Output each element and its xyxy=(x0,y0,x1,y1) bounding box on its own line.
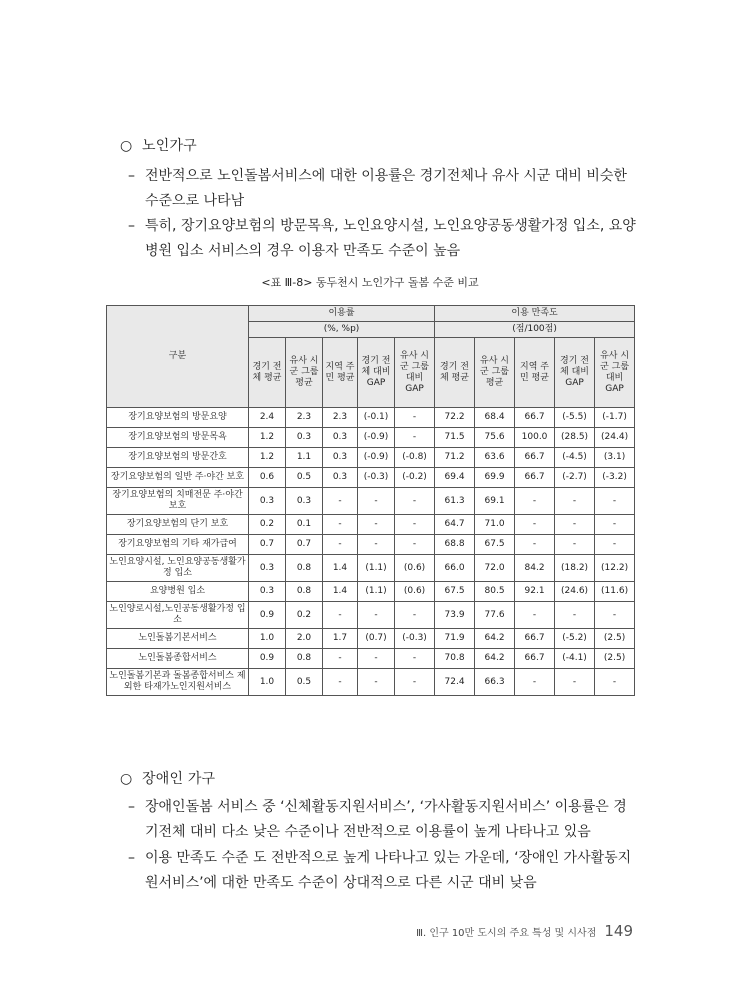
row-label: 장기요양보험의 치매전문 주·야간 보호 xyxy=(107,488,249,515)
table-cell: 0.6 xyxy=(249,468,286,488)
row-label: 노인돌봄종합서비스 xyxy=(107,649,249,669)
table-cell: 61.3 xyxy=(435,488,475,515)
table-cell: - xyxy=(358,602,395,629)
table-cell: (-0.3) xyxy=(358,468,395,488)
table-cell: 2.4 xyxy=(249,408,286,428)
table-cell: (-2.7) xyxy=(555,468,595,488)
table-cell: (-0.1) xyxy=(358,408,395,428)
row-label: 장기요양보험의 기타 재가급여 xyxy=(107,535,249,555)
bullet-item xyxy=(128,214,638,264)
page-footer xyxy=(416,922,633,940)
circle-bullet-icon: ○ xyxy=(120,138,133,154)
table-cell: 66.7 xyxy=(515,408,555,428)
dash-icon: – xyxy=(128,799,135,815)
comparison-table xyxy=(106,305,635,696)
table-cell: 66.0 xyxy=(435,555,475,582)
table-cell: (11.6) xyxy=(595,582,635,602)
table-cell: - xyxy=(515,669,555,696)
table-cell: - xyxy=(595,669,635,696)
table-cell: 0.8 xyxy=(286,582,323,602)
table-cell: - xyxy=(323,488,358,515)
table-cell: 0.3 xyxy=(249,582,286,602)
table-cell: (-0.3) xyxy=(395,629,435,649)
bullet-text: 이용 만족도 수준 도 전반적으로 높게 나타나고 있는 가운데, ‘장애인 가사활동지원서비스’에 대한 만족도 수준이 상대적으로 다른 시군 대비 낮음 xyxy=(145,850,632,891)
section-heading-elderly xyxy=(120,135,197,155)
table-cell: (-4.5) xyxy=(555,448,595,468)
bullet-text: 특히, 장기요양보험의 방문목욕, 노인요양시설, 노인요양공동생활가정 입소, 요양병원 입소 서비스의 경우 이용자 만족도 수준이 높음 xyxy=(145,218,636,259)
table-row xyxy=(107,582,635,602)
table-cell: 80.5 xyxy=(475,582,515,602)
table-cell: - xyxy=(555,669,595,696)
table-cell: - xyxy=(358,515,395,535)
table-cell: - xyxy=(515,602,555,629)
table-caption: <표 Ⅲ-8> 동두천시 노인가구 돌봄 수준 비교 xyxy=(261,276,479,289)
header-satisfaction-unit: (점/100점) xyxy=(435,322,635,338)
table-cell: 1.4 xyxy=(323,555,358,582)
table-cell: 0.9 xyxy=(249,649,286,669)
table-cell: 0.3 xyxy=(323,448,358,468)
table-row xyxy=(107,649,635,669)
bullet-text: 전반적으로 노인돌봄서비스에 대한 이용률은 경기전체나 유사 시군 대비 비슷한 수준으로 나타남 xyxy=(145,168,627,209)
table-cell: 0.3 xyxy=(249,555,286,582)
table-cell: 0.3 xyxy=(286,428,323,448)
table-cell: - xyxy=(555,602,595,629)
table-cell: - xyxy=(515,488,555,515)
table-cell: 1.0 xyxy=(249,629,286,649)
table-cell: 71.2 xyxy=(435,448,475,468)
table-cell: 1.4 xyxy=(323,582,358,602)
subheader-cell: 유사 시군 그룹 평균 xyxy=(475,338,515,408)
table-cell: 69.4 xyxy=(435,468,475,488)
table-cell: (0.7) xyxy=(358,629,395,649)
table-cell: - xyxy=(323,602,358,629)
table-cell: 2.0 xyxy=(286,629,323,649)
table-cell: (-5.5) xyxy=(555,408,595,428)
table-cell: (24.6) xyxy=(555,582,595,602)
table-cell: 64.7 xyxy=(435,515,475,535)
table-cell: - xyxy=(555,488,595,515)
bullet-item xyxy=(128,795,638,845)
row-label: 노인양로시설,노인공동생활가정 입소 xyxy=(107,602,249,629)
table-cell: - xyxy=(595,602,635,629)
table-cell: (12.2) xyxy=(595,555,635,582)
row-label: 장기요양보험의 방문요양 xyxy=(107,408,249,428)
table-cell: (18.2) xyxy=(555,555,595,582)
table-cell: 0.3 xyxy=(286,488,323,515)
bullet-text: 장애인돌봄 서비스 중 ‘신체활동지원서비스’, ‘가사활동지원서비스’ 이용률은 경기전체 대비 다소 낮은 수준이나 전반적으로 이용률이 높게 나타나고 있음 xyxy=(145,799,627,840)
table-cell: 92.1 xyxy=(515,582,555,602)
table-cell: 72.4 xyxy=(435,669,475,696)
table-cell: - xyxy=(323,535,358,555)
table-row xyxy=(107,629,635,649)
table-cell: - xyxy=(595,515,635,535)
bullet-item xyxy=(128,846,638,896)
table-cell: - xyxy=(395,535,435,555)
section-heading-disabled xyxy=(120,768,215,788)
table-cell: 71.9 xyxy=(435,629,475,649)
table-cell: - xyxy=(515,535,555,555)
table-cell: (3.1) xyxy=(595,448,635,468)
table-cell: 0.3 xyxy=(249,488,286,515)
table-cell: 0.2 xyxy=(249,515,286,535)
subheader-cell: 경기 전체 대비 GAP xyxy=(555,338,595,408)
table-cell: (0.6) xyxy=(395,582,435,602)
table-cell: - xyxy=(358,649,395,669)
table-cell: 0.5 xyxy=(286,669,323,696)
table-cell: 0.8 xyxy=(286,555,323,582)
table-cell: 70.8 xyxy=(435,649,475,669)
table-cell: - xyxy=(358,488,395,515)
table-cell: (1.1) xyxy=(358,555,395,582)
table-cell: 0.3 xyxy=(323,428,358,448)
row-label: 노인돌봄기본서비스 xyxy=(107,629,249,649)
table-cell: 73.9 xyxy=(435,602,475,629)
subheader-cell: 경기 전체 평균 xyxy=(435,338,475,408)
row-label: 장기요양보험의 단기 보호 xyxy=(107,515,249,535)
table-cell: 71.0 xyxy=(475,515,515,535)
table-cell: - xyxy=(395,488,435,515)
subheader-cell: 지역 주민 평균 xyxy=(323,338,358,408)
dash-icon: – xyxy=(128,168,135,184)
table-cell: - xyxy=(595,535,635,555)
table-cell: - xyxy=(515,515,555,535)
table-cell: 1.1 xyxy=(286,448,323,468)
table-cell: 77.6 xyxy=(475,602,515,629)
row-label: 요양병원 입소 xyxy=(107,582,249,602)
table-cell: 0.1 xyxy=(286,515,323,535)
subheader-cell: 지역 주민 평균 xyxy=(515,338,555,408)
table-cell: 84.2 xyxy=(515,555,555,582)
header-usage-unit: (%, %p) xyxy=(249,322,435,338)
table-cell: 1.0 xyxy=(249,669,286,696)
row-label: 장기요양보험의 일반 주·야간 보호 xyxy=(107,468,249,488)
dash-icon: – xyxy=(128,850,135,866)
header-row-label: 구분 xyxy=(107,306,249,408)
table-cell: 75.6 xyxy=(475,428,515,448)
row-label: 노인요양시설, 노인요양공동생활가정 입소 xyxy=(107,555,249,582)
table-cell: 72.0 xyxy=(475,555,515,582)
table-cell: (-1.7) xyxy=(595,408,635,428)
header-usage-rate: 이용률 xyxy=(249,306,435,322)
table-cell: - xyxy=(395,408,435,428)
table-cell: 67.5 xyxy=(475,535,515,555)
table-row xyxy=(107,468,635,488)
table-row xyxy=(107,515,635,535)
table-cell: - xyxy=(395,515,435,535)
table-cell: 68.4 xyxy=(475,408,515,428)
table-cell: - xyxy=(555,515,595,535)
table-cell: - xyxy=(323,649,358,669)
table-cell: 64.2 xyxy=(475,649,515,669)
table-cell: 0.8 xyxy=(286,649,323,669)
subheader-cell: 유사 시군 그룹 대비 GAP xyxy=(395,338,435,408)
table-cell: 0.3 xyxy=(323,468,358,488)
table-cell: (-5.2) xyxy=(555,629,595,649)
table-cell: (-0.2) xyxy=(395,468,435,488)
row-label: 장기요양보험의 방문간호 xyxy=(107,448,249,468)
table-cell: 72.2 xyxy=(435,408,475,428)
table-cell: - xyxy=(395,602,435,629)
table-cell: (24.4) xyxy=(595,428,635,448)
table-row xyxy=(107,555,635,582)
table-row xyxy=(107,535,635,555)
row-label: 장기요양보험의 방문목욕 xyxy=(107,428,249,448)
footer-text: Ⅲ. 인구 10만 도시의 주요 특성 및 시사점 xyxy=(416,928,597,939)
table-row xyxy=(107,488,635,515)
section-heading-text: 노인가구 xyxy=(142,138,197,154)
subheader-cell: 유사 시군 그룹 대비 GAP xyxy=(595,338,635,408)
table-cell: (-4.1) xyxy=(555,649,595,669)
table-cell: 66.7 xyxy=(515,468,555,488)
table-cell: 1.7 xyxy=(323,629,358,649)
table-cell: 63.6 xyxy=(475,448,515,468)
subheader-cell: 유사 시군 그룹 평균 xyxy=(286,338,323,408)
section-heading-text: 장애인 가구 xyxy=(142,771,216,787)
table-cell: 64.2 xyxy=(475,629,515,649)
table-cell: 66.7 xyxy=(515,448,555,468)
table-cell: - xyxy=(358,669,395,696)
page-number: 149 xyxy=(604,922,633,940)
table-row xyxy=(107,448,635,468)
table-cell: 66.7 xyxy=(515,629,555,649)
row-label: 노인돌봄기본과 돌봄종합서비스 제외한 타재가노인지원서비스 xyxy=(107,669,249,696)
table-cell: (-0.9) xyxy=(358,448,395,468)
table-cell: 0.7 xyxy=(249,535,286,555)
table-cell: 0.5 xyxy=(286,468,323,488)
table-cell: 66.3 xyxy=(475,669,515,696)
table-cell: 68.8 xyxy=(435,535,475,555)
table-cell: 66.7 xyxy=(515,649,555,669)
table-cell: (-0.8) xyxy=(395,448,435,468)
table-cell: - xyxy=(595,488,635,515)
table-cell: 2.3 xyxy=(323,408,358,428)
subheader-cell: 경기 전체 평균 xyxy=(249,338,286,408)
circle-bullet-icon: ○ xyxy=(120,771,133,787)
header-satisfaction: 이용 만족도 xyxy=(435,306,635,322)
table-cell: - xyxy=(395,428,435,448)
table-row xyxy=(107,408,635,428)
table-cell: (-0.9) xyxy=(358,428,395,448)
table-row xyxy=(107,602,635,629)
table-cell: 0.7 xyxy=(286,535,323,555)
table-cell: 100.0 xyxy=(515,428,555,448)
table-cell: 69.1 xyxy=(475,488,515,515)
table-cell: - xyxy=(555,535,595,555)
bullet-item xyxy=(128,164,638,214)
table-cell: 0.9 xyxy=(249,602,286,629)
table-cell: (28.5) xyxy=(555,428,595,448)
table-cell: (2.5) xyxy=(595,629,635,649)
table-cell: 0.2 xyxy=(286,602,323,629)
table-cell: - xyxy=(358,535,395,555)
table-cell: - xyxy=(323,515,358,535)
table-row xyxy=(107,428,635,448)
table-cell: (2.5) xyxy=(595,649,635,669)
table-cell: - xyxy=(395,669,435,696)
table-cell: 71.5 xyxy=(435,428,475,448)
table-cell: (-3.2) xyxy=(595,468,635,488)
table-cell: 2.3 xyxy=(286,408,323,428)
table-cell: - xyxy=(323,669,358,696)
table-cell: 1.2 xyxy=(249,448,286,468)
table-cell: (1.1) xyxy=(358,582,395,602)
table-cell: - xyxy=(395,649,435,669)
table-cell: 67.5 xyxy=(435,582,475,602)
table-cell: 69.9 xyxy=(475,468,515,488)
table-cell: (0.6) xyxy=(395,555,435,582)
table-cell: 1.2 xyxy=(249,428,286,448)
subheader-cell: 경기 전체 대비 GAP xyxy=(358,338,395,408)
dash-icon: – xyxy=(128,218,135,234)
table-row xyxy=(107,669,635,696)
